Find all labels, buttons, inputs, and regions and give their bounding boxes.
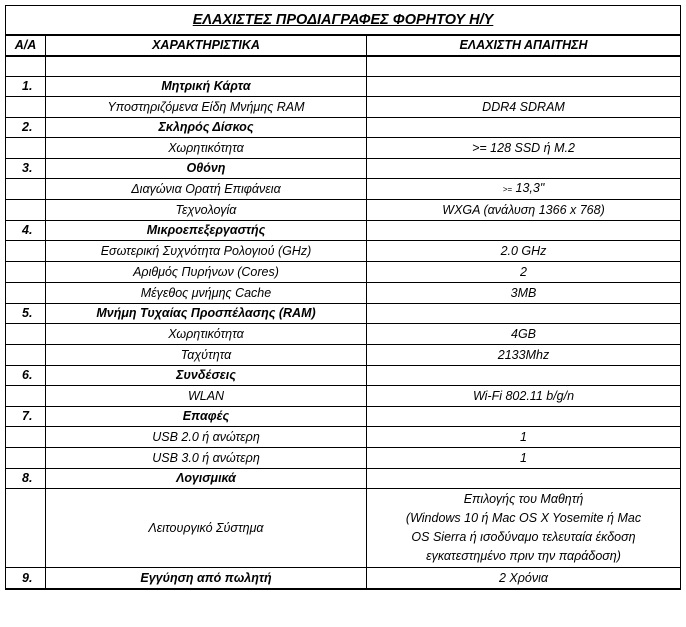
spec-feature: Υποστηριζόμενα Είδη Μνήμης RAM: [46, 97, 367, 118]
section-title: Μητρική Κάρτα: [46, 77, 367, 97]
section-header-row: [6, 366, 681, 386]
header-requirement: ΕΛΑΧΙΣΤΗ ΑΠΑΙΤΗΣΗ: [367, 35, 681, 56]
spec-value: [367, 448, 681, 469]
spec-table: [5, 5, 681, 590]
spec-feature: Τεχνολογία: [46, 200, 367, 221]
section-title: Λογισμικά: [46, 469, 367, 489]
spec-row: [6, 345, 681, 366]
spec-value: [367, 179, 681, 200]
spec-feature: Χωρητικότητα: [46, 138, 367, 159]
section-number: 2.: [6, 118, 46, 138]
spec-row: [6, 386, 681, 407]
spec-row: [6, 241, 681, 262]
spec-value-text: 2.0 GHz: [500, 243, 547, 258]
section-header-row: [6, 469, 681, 489]
spec-value-text: 2: [520, 264, 527, 279]
title-row: [6, 6, 681, 36]
spec-feature: Ταχύτητα: [46, 345, 367, 366]
spec-row: [6, 138, 681, 159]
spec-feature: Μέγεθος μνήμης Cache: [46, 283, 367, 304]
section-number: 6.: [6, 366, 46, 386]
spec-value: [367, 324, 681, 345]
section-number: 9.: [6, 568, 46, 590]
spec-value: [367, 345, 681, 366]
spec-row: [6, 324, 681, 345]
section-header-row: [6, 77, 681, 97]
spec-value-text: WXGA (ανάλυση 1366 x 768): [442, 202, 605, 217]
spec-value: [367, 489, 681, 568]
spec-row: [6, 448, 681, 469]
spec-value-line: Επιλογής του Μαθητή: [463, 492, 584, 506]
spec-value-line: OS Sierra ή ισοδύναμο τελευταία έκδοση: [411, 530, 636, 544]
spec-feature: Χωρητικότητα: [46, 324, 367, 345]
header-feature: ΧΑΡΑΚΤΗΡΙΣΤΙΚΑ: [46, 35, 367, 56]
spec-row: [6, 179, 681, 200]
sections-body: [6, 77, 681, 568]
spec-value-text: 2133Mhz: [497, 347, 550, 362]
spec-value-text: 1: [520, 450, 527, 465]
spec-value-prefix: >=: [502, 185, 513, 194]
spec-value-text: 13,3": [515, 181, 545, 195]
spec-feature: WLAN: [46, 386, 367, 407]
section-title: Επαφές: [46, 407, 367, 427]
header-row: [6, 35, 681, 56]
spec-value: [367, 386, 681, 407]
section-title: Συνδέσεις: [46, 366, 367, 386]
spec-row: [6, 489, 681, 568]
spec-value: [367, 262, 681, 283]
spec-value-line: εγκατεστημένο πριν την παράδοση): [426, 549, 621, 563]
section-title: Μνήμη Τυχαίας Προσπέλασης (RAM): [46, 304, 367, 324]
section-header-row: [6, 221, 681, 241]
section-header-row: [6, 159, 681, 179]
spec-feature: Λειτουργικό Σύστημα: [46, 489, 367, 568]
spec-feature: Εσωτερική Συχνότητα Ρολογιού (GHz): [46, 241, 367, 262]
section-header-row: [6, 304, 681, 324]
spec-value-text: >= 128 SSD ή M.2: [472, 140, 575, 155]
section-number: 8.: [6, 469, 46, 489]
table-title: ΕΛΑΧΙΣΤΕΣ ΠΡΟΔΙΑΓΡΑΦΕΣ ΦΟΡΗΤΟΥ Η/Υ: [6, 6, 681, 36]
spec-value-text: 3MB: [510, 285, 537, 300]
spec-value-text: 4GB: [511, 326, 537, 341]
section-number: 7.: [6, 407, 46, 427]
spec-feature: Αριθμός Πυρήνων (Cores): [46, 262, 367, 283]
section-header-row: [6, 407, 681, 427]
spec-row: [6, 97, 681, 118]
spec-feature: USB 2.0 ή ανώτερη: [46, 427, 367, 448]
blank-row: [6, 56, 681, 77]
spec-value: [367, 97, 681, 118]
spec-value-text: 1: [520, 429, 527, 444]
warranty-value: 2 Χρόνια: [367, 568, 681, 590]
spec-value-text: DDR4 SDRAM: [482, 99, 565, 114]
section-title: Σκληρός Δίσκος: [46, 118, 367, 138]
spec-value: [367, 200, 681, 221]
spec-value-text: Wi-Fi 802.11 b/g/n: [472, 388, 575, 403]
header-num: Α/Α: [6, 35, 46, 56]
spec-value: [367, 427, 681, 448]
section-title: Μικροεπεξεργαστής: [46, 221, 367, 241]
section-header-row: [6, 118, 681, 138]
spec-row: [6, 200, 681, 221]
spec-feature: USB 3.0 ή ανώτερη: [46, 448, 367, 469]
spec-row: [6, 427, 681, 448]
section-number: 5.: [6, 304, 46, 324]
warranty-row: [6, 568, 681, 590]
section-number: 1.: [6, 77, 46, 97]
spec-value: [367, 283, 681, 304]
section-number: 3.: [6, 159, 46, 179]
warranty-label: Εγγύηση από πωλητή: [46, 568, 367, 590]
spec-value: [367, 138, 681, 159]
spec-row: [6, 283, 681, 304]
section-number: 4.: [6, 221, 46, 241]
spec-value: [367, 241, 681, 262]
spec-value-line: (Windows 10 ή Mac OS X Yosemite ή Mac: [405, 511, 642, 525]
spec-feature: Διαγώνια Ορατή Επιφάνεια: [46, 179, 367, 200]
spec-row: [6, 262, 681, 283]
section-title: Οθόνη: [46, 159, 367, 179]
